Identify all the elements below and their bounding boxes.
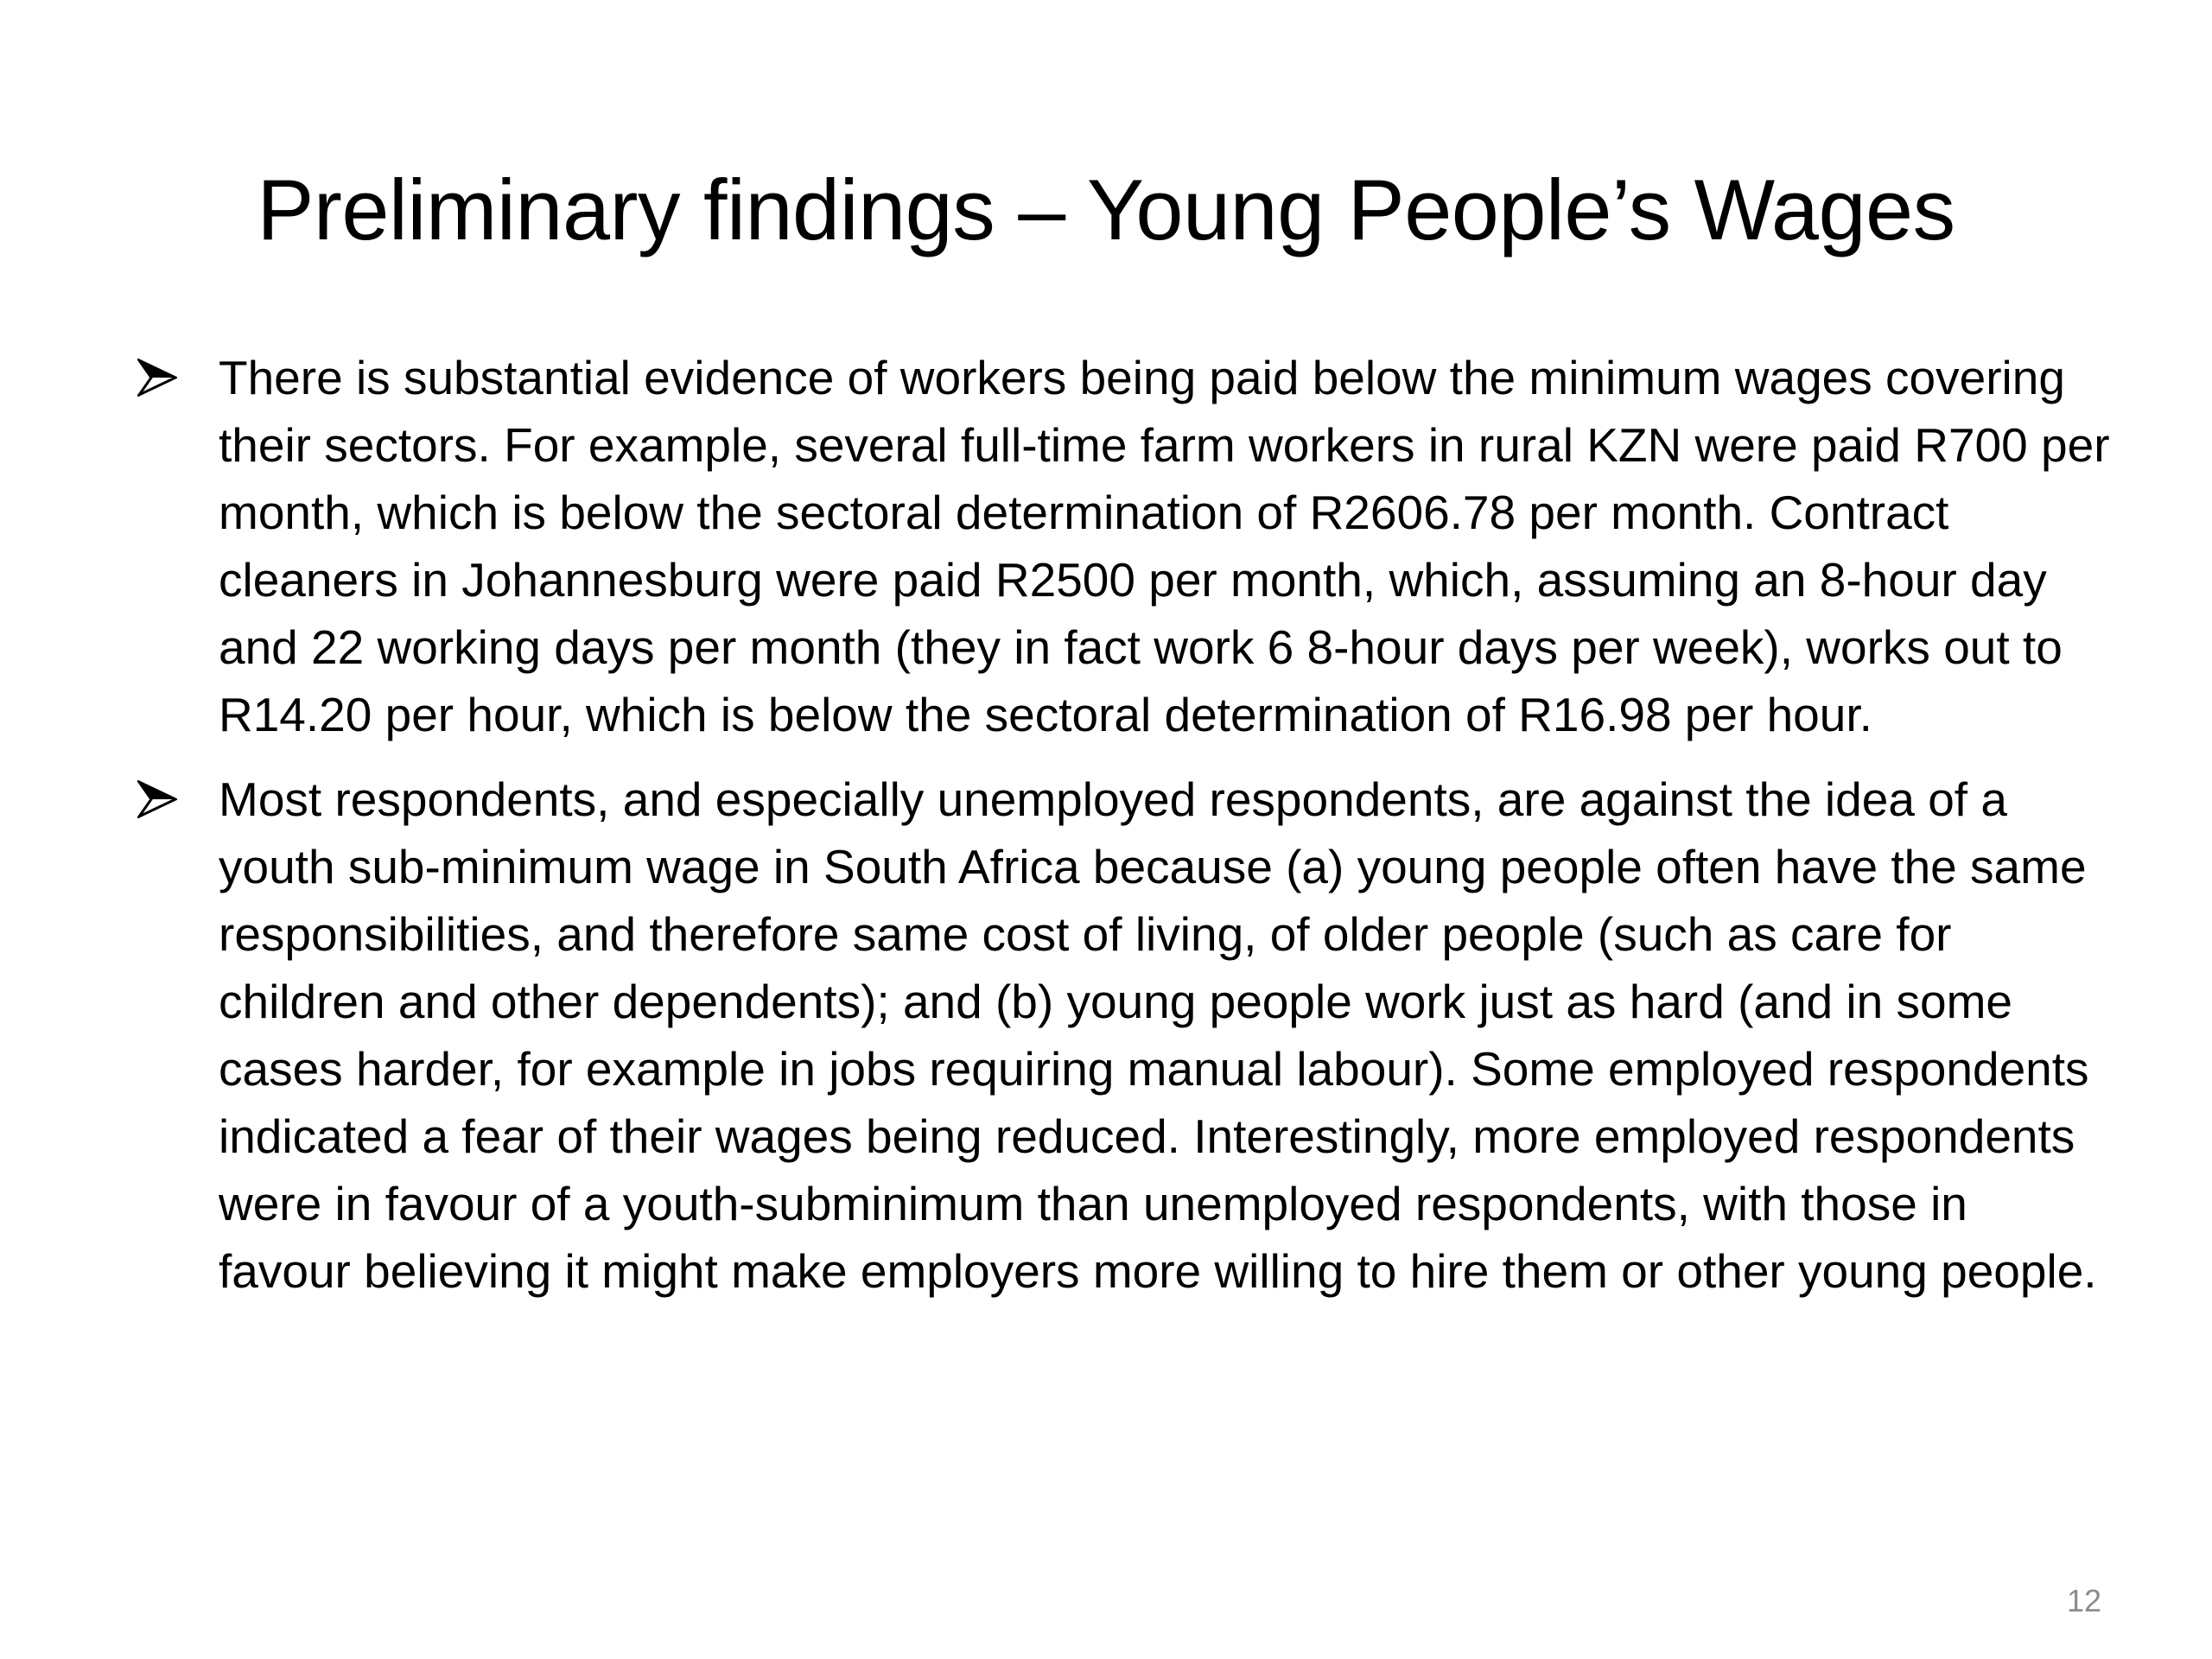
bullet-item — [134, 766, 2113, 1305]
arrowhead-bullet-icon — [137, 780, 177, 818]
arrowhead-bullet-icon — [137, 359, 177, 397]
page-number: 12 — [2066, 1583, 2101, 1618]
bullet-list — [134, 344, 2113, 1322]
bullet-text: Most respondents, and especially unemployed respondents, are against the idea of a youth sub-minimum wage in South Africa because (a) young people often have the same responsibilities, and therefore same cost of living, of older people (such as care for children and other dependents); and (b) young people work just as hard (and in some cases harder, for example in jobs requiring manual labour). Some employed respondents indicated a fear of their wages being reduced. Interestingly, more employed respondents were in favour of a youth-subminimum than unemployed respondents, with those in favour believing it might make employers more willing to hire them or other young people. — [219, 772, 2097, 1298]
bullet-item — [134, 344, 2113, 748]
bullet-text: There is substantial evidence of workers being paid below the minimum wages covering their sectors. For example, several full-time farm workers in rural KZN were paid R700 per month, which is below the sectoral determination of R2606.78 per month. Contract cleaners in Johannesburg were paid R2500 per month, which, assuming an 8-hour day and 22 working days per month (they in fact work 6 8-hour days per week), works out to R14.20 per hour, which is below the sectoral determination of R16.98 per hour. — [219, 351, 2110, 741]
slide-title: Preliminary findings – Young People’s Wages — [257, 162, 1955, 257]
